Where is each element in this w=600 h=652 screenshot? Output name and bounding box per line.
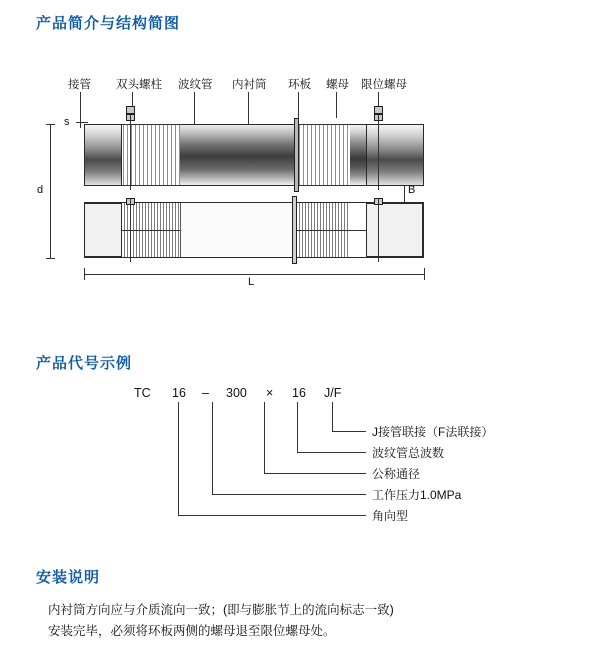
callout-label-6: 限位螺母 [361, 79, 407, 91]
stud-bottom-left [130, 198, 131, 262]
nut-top-left-1 [126, 106, 135, 114]
code-leader-0-h [332, 431, 366, 432]
dimension-label-L: L [248, 276, 255, 288]
inner-liner-top [180, 124, 294, 186]
structure-diagram [36, 62, 564, 292]
install-note-1: 安装完毕，必须将环板两侧的螺母退至限位螺母处。 [48, 624, 336, 638]
code-leader-0 [332, 402, 333, 431]
code-token-5: 16 [292, 386, 306, 400]
callout-label-4: 环板 [288, 79, 311, 91]
leader-line-5 [336, 92, 337, 118]
dimension-s-line [80, 118, 81, 128]
code-token-6: J/F [324, 386, 342, 400]
ring-plate-top [294, 118, 299, 192]
pipe-end-right [366, 124, 424, 186]
code-leader-3 [212, 402, 213, 494]
callout-label-3: 内衬筒 [232, 79, 267, 91]
code-desc-1: 波纹管总波数 [372, 446, 445, 460]
dimension-label-d: d [37, 184, 44, 196]
callout-label-1: 双头螺柱 [116, 79, 162, 91]
code-token-3: 300 [226, 386, 247, 400]
pipe-end-left [84, 124, 122, 186]
stud-top-right [378, 114, 379, 190]
dimension-d-line [50, 124, 51, 258]
code-desc-3: 工作压力1.0MPa [372, 488, 462, 502]
section-heading-code: 产品代号示例 [36, 355, 133, 372]
install-note-0: 内衬筒方向应与介质流向一致；(即与膨胀节上的流向标志一致) [48, 603, 394, 617]
callout-label-5: 螺母 [326, 79, 349, 91]
code-desc-0: J接管联接（F法联接） [372, 425, 494, 439]
section-heading-install: 安装说明 [36, 569, 101, 586]
code-leader-2-h [264, 473, 366, 474]
dimension-s-tick [76, 122, 88, 123]
dimension-label-s: s [64, 116, 70, 128]
code-leader-4 [178, 402, 179, 515]
ring-plate-bottom [292, 196, 297, 264]
callout-label-2: 波纹管 [178, 79, 213, 91]
callout-label-0: 接管 [68, 79, 91, 91]
code-leader-2 [264, 402, 265, 473]
code-desc-2: 公称通径 [372, 467, 421, 481]
dimension-label-B: B [408, 184, 416, 196]
code-leader-4-h [178, 515, 366, 516]
dimension-L-line [84, 274, 424, 275]
code-leader-3-h [212, 494, 366, 495]
product-code-diagram [36, 382, 564, 542]
pipe-end-left-section [84, 203, 122, 257]
dimension-L-tick-right [424, 268, 425, 280]
section-heading-structure: 产品简介与结构简图 [36, 15, 181, 32]
pipe-end-right-section [366, 203, 423, 257]
install-notes [48, 600, 568, 642]
code-desc-4: 角向型 [372, 509, 409, 523]
inner-liner-bottom [180, 203, 294, 257]
stud-top-left [130, 114, 131, 190]
code-token-1: 16 [172, 386, 186, 400]
nut-top-right-1 [374, 106, 383, 114]
dimension-L-tick-left [84, 268, 85, 280]
code-leader-1-h [297, 452, 366, 453]
code-token-2: – [202, 386, 209, 400]
dimension-d-tick-bottom [46, 258, 55, 259]
code-token-0: TC [134, 386, 151, 400]
stud-bottom-right [378, 198, 379, 262]
bellows-top-right [294, 124, 350, 186]
dimension-d-tick-top [46, 124, 55, 125]
code-token-4: × [266, 386, 274, 400]
code-leader-1 [297, 402, 298, 452]
leader-line-0 [80, 92, 81, 118]
